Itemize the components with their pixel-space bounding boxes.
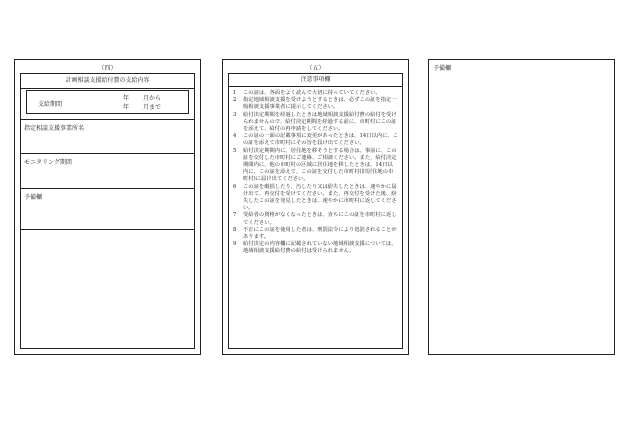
note-text: この証の一面の記載事項に変更があったときは、14日以内に、この証を添えて市町村にその旨を届け出てください。 — [243, 133, 399, 147]
note-item — [233, 184, 398, 213]
reserve-label: 予備欄 — [433, 65, 452, 72]
note-item — [233, 148, 398, 184]
notes-box — [228, 73, 403, 349]
note-number: 2 — [233, 97, 237, 104]
note-text: この証を破損したり、汚したり又は紛失したときは、速やかに届け出て、再交付を受けてください。また、再交付を受けた後、紛失したこの証を発見したときは、速やかに市町村に返してください。 — [243, 183, 397, 212]
note-text: 受給者の資格がなくなったときは、直ちにこの証を市町村に返してください。 — [243, 212, 397, 226]
table-header: 計画相談支援給付費の支給内容 — [21, 74, 194, 89]
panel-number-label: （四） — [98, 65, 117, 72]
note-text: 指定地域相談支援を受けようとするときは、必ずこの証を指定一般相談支援事業者に提示してください。 — [243, 97, 397, 111]
note-number: 3 — [233, 111, 237, 118]
office-name-label: 指定相談支援事業所名 — [24, 125, 85, 132]
note-item — [233, 133, 398, 147]
note-text: 給付決定期間内に、居住地を移そうとする場合は、事前に、この証を交付した市町村にご連絡、ご相談ください。また、給付決定期間内に、他の市町村の区域に居住地を移したときは、14日以内に、この証を添えて、この証を交付した市町村(旧居住地の市町村)に届け出てください。 — [243, 147, 397, 183]
note-number: 6 — [233, 183, 237, 190]
note-item — [233, 212, 398, 226]
panel-number-label: （五） — [306, 65, 325, 72]
notes-panel — [222, 59, 409, 355]
note-text: 給付決定期間を経過したときは地域相談支援給付費の給付を受けられませんので、給付決定期間を経過する前に、市町村にこの証を添えて、給付の再申請をしてください。 — [243, 111, 397, 133]
note-text: 給付決定の内容欄に記載されていない地域相談支援については、地域相談支援給付費の給付は受けられません。 — [243, 241, 397, 255]
period-from-suffix: 月から — [143, 95, 162, 102]
note-number: 4 — [233, 133, 237, 140]
note-item — [233, 241, 398, 255]
notes-header: 注意事項欄 — [229, 74, 402, 87]
plan-consultation-panel — [14, 59, 201, 355]
payment-period-box — [26, 90, 189, 114]
note-number: 1 — [233, 90, 237, 96]
note-item — [233, 112, 398, 134]
note-text: 不正にこの証を使用した者は、刑罰法令により処罰されることがあります。 — [243, 226, 397, 241]
payment-period-label: 支給期間 — [38, 101, 63, 108]
support-content-table — [20, 73, 195, 349]
period-to-year: 年 — [123, 104, 130, 111]
monitoring-period-label: モニタリング期間 — [24, 159, 72, 166]
reserve-section — [21, 189, 194, 230]
notes-list — [233, 90, 398, 256]
note-number: 9 — [233, 241, 237, 248]
payment-period-values — [123, 94, 161, 112]
note-item — [233, 97, 398, 111]
office-name-section — [21, 119, 194, 154]
period-to-suffix: 月まで — [143, 104, 162, 111]
note-number: 5 — [233, 147, 237, 154]
note-item — [233, 227, 398, 241]
note-text: この証は、各面をよく読んで大切に持っていてください。 — [243, 90, 381, 96]
reserve-panel — [428, 59, 615, 355]
note-number: 7 — [233, 212, 237, 219]
reserve-label: 予備欄 — [24, 194, 43, 201]
note-number: 8 — [233, 226, 237, 233]
monitoring-period-section — [21, 154, 194, 189]
period-from-year: 年 — [123, 95, 130, 102]
